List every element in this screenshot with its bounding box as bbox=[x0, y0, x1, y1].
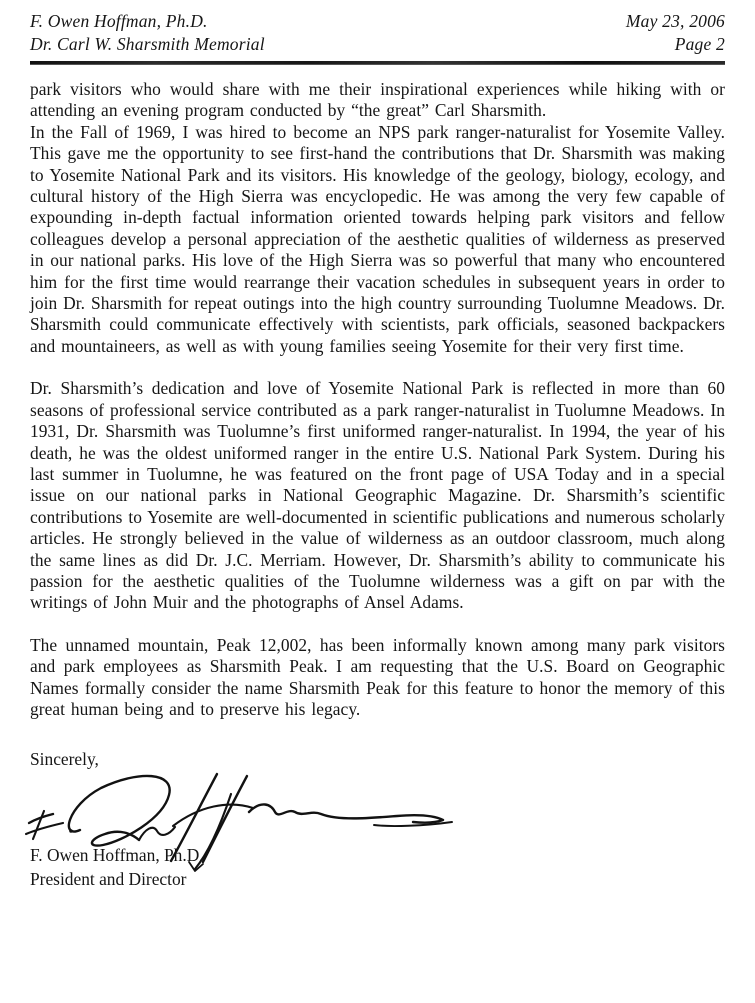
paragraph-fall-1969: In the Fall of 1969, I was hired to become an NPS park ranger-naturalist for Yosemite Valley. This gave me the opportunity to see first-hand the contributions that Dr. Sharsmith was making to Yosemite National Park and its visitors. His knowledge of the geology, biology, ecology, and cultural history of the High Sierra was encyclopedic. He was among the very few capable of expounding in-depth factual information oriented towards helping park visitors and fellow colleagues develop a personal appreciation of the aesthetic qualities of wilderness as preserved in our national parks. His love of the High Sierra was so powerful that many who encountered him for the first time would rearrange their vacation schedules in subsequent years in order to join Dr. Sharsmith for repeat outings into the high country surrounding Tuolumne Meadows. Dr. Sharsmith could communicate effectively with scientists, park officials, seasoned backpackers and mountaineers, as well as with young families seeing Yosemite for their very first time. bbox=[30, 121, 725, 356]
page-header bbox=[30, 10, 725, 56]
header-author: F. Owen Hoffman, Ph.D. bbox=[30, 11, 208, 31]
paragraph-peak-12002: The unnamed mountain, Peak 12,002, has been informally known among many park visitors and park employees as Sharsmith Peak. I am requesting that the U.S. Board on Geographic Names formally consider the name Sharsmith Peak for this feature to honor the memory of this great human being and to preserve his legacy. bbox=[30, 634, 725, 719]
signer-title: President and Director bbox=[30, 868, 187, 889]
header-page-number: Page 2 bbox=[674, 34, 725, 54]
letter-body bbox=[30, 79, 725, 720]
closing-salutation: Sincerely, bbox=[30, 749, 99, 770]
paragraph-continuation: park visitors who would share with me their inspirational experiences while hiking with or attending an evening program conducted by “the great” Carl Sharsmith. bbox=[30, 79, 725, 121]
closing-block bbox=[30, 749, 725, 890]
header-right bbox=[626, 10, 725, 56]
signer-name: F. Owen Hoffman, Ph.D. bbox=[30, 844, 204, 865]
paragraph-dedication: Dr. Sharsmith’s dedication and love of Yosemite National Park is reflected in more than 60 seasons of professional service contributed as a park ranger-naturalist in Tuolumne Meadows. In 1931, Dr. Sharsmith was Tuolumne’s first uniformed ranger-naturalist. In 1994, the year of his death, he was the oldest uniformed ranger in the entire U.S. National Park System. During his last summer in Tuolumne, he was featured on the front page of USA Today and in a special issue on our national parks in National Geographic Magazine. Dr. Sharsmith’s scientific contributions to Yosemite are well-documented in scientific publications and numerous scholarly articles. He strongly believed in the value of wilderness as an outdoor classroom, much along the same lines as did Dr. J.C. Merriam. However, Dr. Sharsmith’s ability to communicate his passion for the aesthetic qualities of the Tuolumne wilderness was a gift on par with the writings of John Muir and the photographs of Ansel Adams. bbox=[30, 378, 725, 613]
header-left bbox=[30, 10, 265, 56]
header-date: May 23, 2006 bbox=[625, 11, 725, 31]
header-subject: Dr. Carl W. Sharsmith Memorial bbox=[30, 34, 265, 54]
header-rule bbox=[30, 61, 725, 65]
signature-area bbox=[30, 771, 725, 843]
